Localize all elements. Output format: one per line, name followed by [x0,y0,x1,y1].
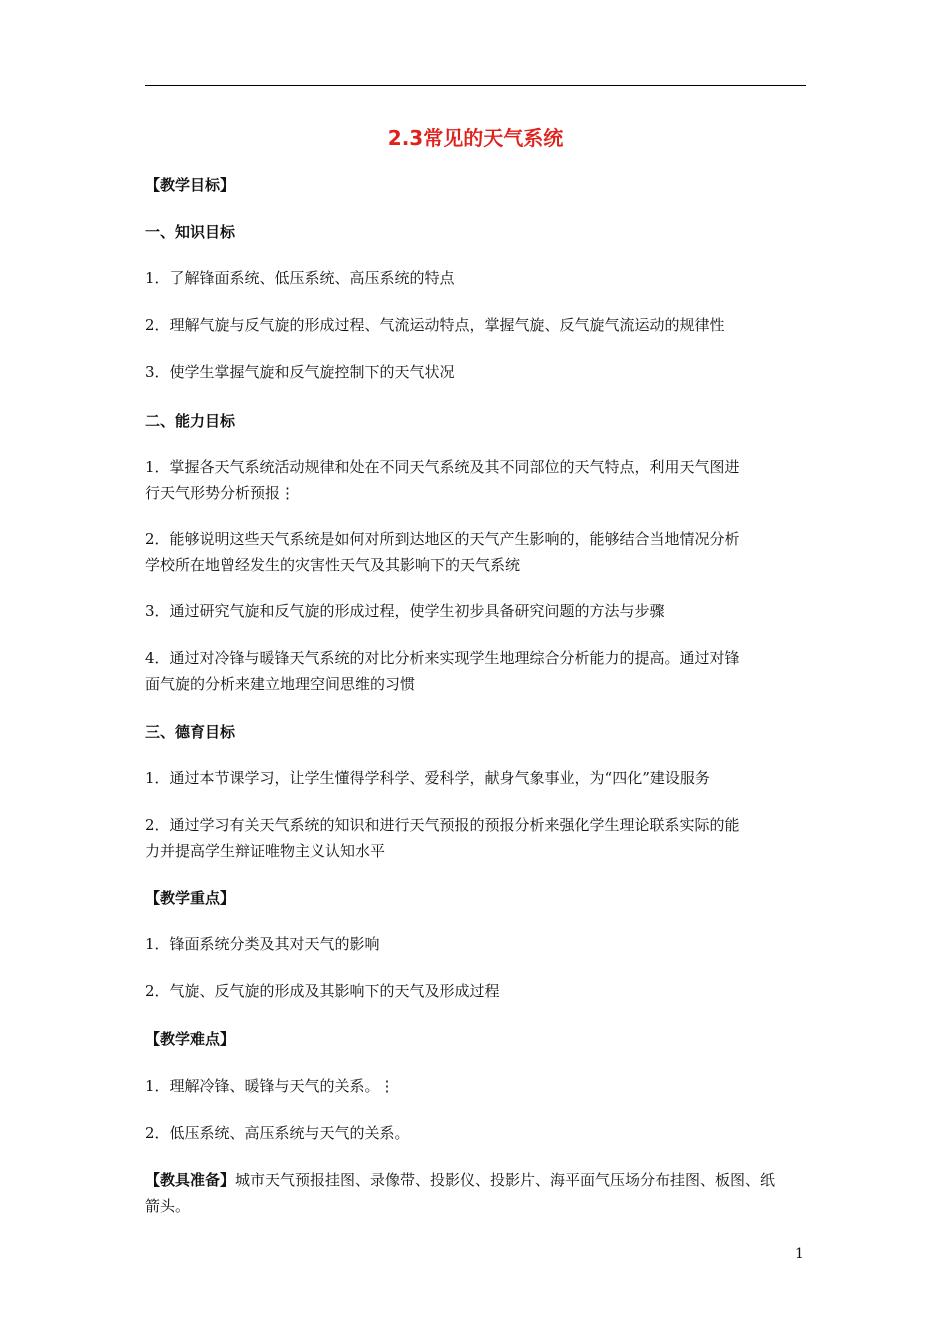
header-rule [145,85,806,86]
knowledge-heading: 一、知识目标 [145,223,236,241]
document-title: 2.3常见的天气系统 [387,126,564,150]
ability-heading: 二、能力目标 [145,412,236,430]
difficulty-item-1: 1．理解冷锋、暖锋与天气的关系。⋮ [145,1077,395,1095]
tools-text: 城市天气预报挂图、录像带、投影仪、投影片、海平面气压场分布挂图、板图、纸 [235,1171,776,1189]
ability-item-4-line-2: 面气旋的分析来建立地理空间思维的习惯 [145,675,416,693]
moral-item-1: 1．通过本节课学习，让学生懂得学科学、爱科学，献身气象事业，为“四化”建设服务 [145,769,710,787]
tools-line-1 [145,1167,810,1193]
moral-heading: 三、德育目标 [145,723,236,741]
ability-item-1-line-1: 1．掌握各天气系统活动规律和处在不同天气系统及其不同部位的天气特点，利用天气图进 [145,458,740,476]
moral-item-2-line-2: 力并提高学生辩证唯物主义认知水平 [145,842,386,860]
ability-item-2-line-1: 2．能够说明这些天气系统是如何对所到达地区的天气产生影响的，能够结合当地情况分析 [145,530,740,548]
difficulty-item-2: 2．低压系统、高压系统与天气的关系。 [145,1124,410,1142]
moral-item-2-line-1: 2．通过学习有关天气系统的知识和进行天气预报的预报分析来强化学生理论联系实际的能 [145,816,740,834]
ability-item-4-line-1: 4．通过对冷锋与暖锋天气系统的对比分析来实现学生地理综合分析能力的提高。通过对锋 [145,649,740,667]
difficulty-heading: 【教学难点】 [145,1030,236,1048]
page-number: 1 [795,1246,804,1262]
knowledge-item-3: 3．使学生掌握气旋和反气旋控制下的天气状况 [145,363,455,381]
knowledge-item-2: 2．理解气旋与反气旋的形成过程、气流运动特点，掌握气旋、反气旋气流运动的规律性 [145,316,725,334]
tools-line-2: 箭头。 [145,1197,191,1215]
key-item-1: 1．锋面系统分类及其对天气的影响 [145,935,380,953]
ability-item-1-line-2: 行天气形势分析预报⋮ [145,484,296,502]
knowledge-item-1: 1．了解锋面系统、低压系统、高压系统的特点 [145,269,455,287]
ability-item-3: 3．通过研究气旋和反气旋的形成过程，使学生初步具备研究问题的方法与步骤 [145,602,665,620]
ability-item-2-line-2: 学校所在地曾经发生的灾害性天气及其影响下的天气系统 [145,556,521,574]
key-heading: 【教学重点】 [145,889,236,907]
key-item-2: 2．气旋、反气旋的形成及其影响下的天气及形成过程 [145,982,500,1000]
tools-heading: 【教具准备】 [145,1171,236,1189]
goals-heading: 【教学目标】 [145,176,236,194]
